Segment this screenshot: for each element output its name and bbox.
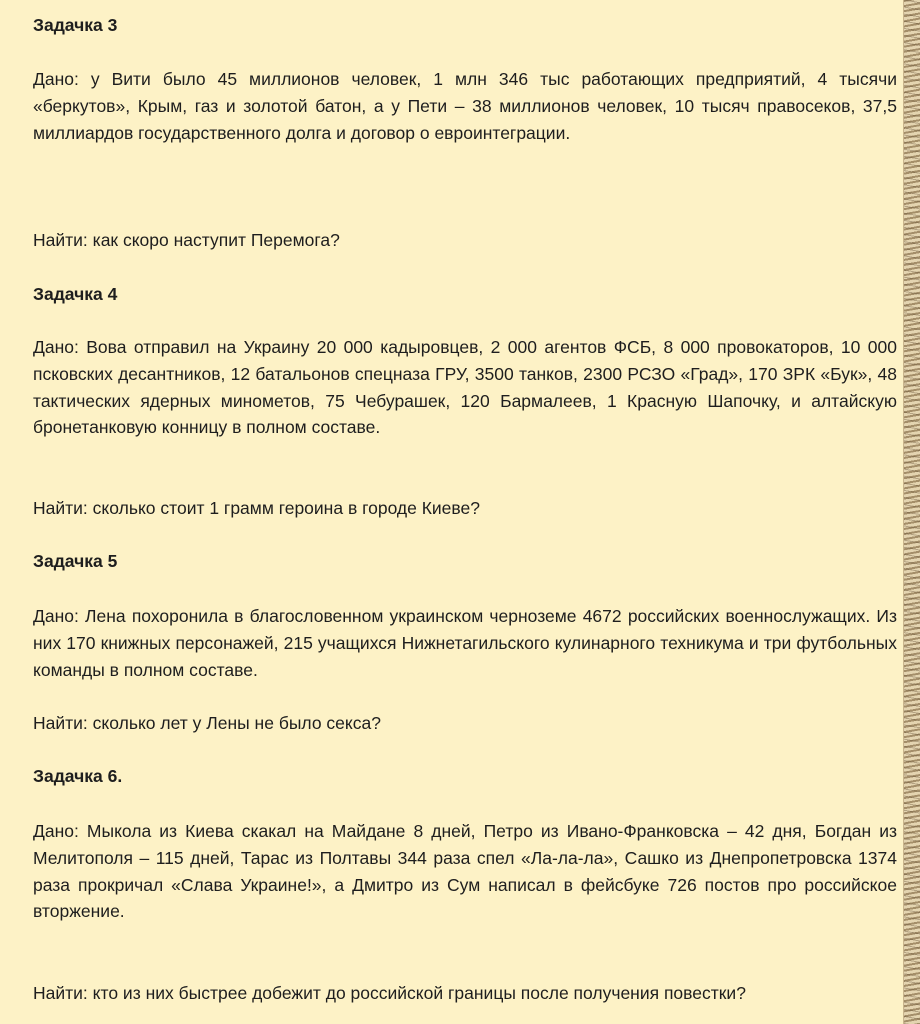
task-4-find: Найти: сколько стоит 1 грамм героина в городе Киеве? <box>33 498 480 518</box>
task-6-find: Найти: кто из них быстрее добежит до российской границы после получения повестки? <box>33 983 746 1003</box>
task-3-find: Найти: как скоро наступит Перемога? <box>33 230 340 250</box>
task-3-given: Дано: у Вити было 45 миллионов человек, 1 млн 346 тыс работающих предприятий, 4 тысячи «беркутов», Крым, газ и золотой батон, а у Пети – 38 миллионов человек, 10 тысяч правосеков, 37,5 миллиардов государственного долга и договор о евроинтеграции. <box>33 69 897 143</box>
task-6-title: Задачка 6. <box>33 766 123 786</box>
task-3-title: Задачка 3 <box>33 15 118 35</box>
task-5-given: Дано: Лена похоронила в благословенном украинском черноземе 4672 российских военнослужащих. Из них 170 книжных персонажей, 215 учащихся Нижнетагильского кулинарного техникума и три футбольных команды в полном составе. <box>33 606 897 680</box>
task-5-title: Задачка 5 <box>33 551 118 571</box>
decorative-border <box>903 0 920 1024</box>
task-4-given: Дано: Вова отправил на Украину 20 000 кадыровцев, 2 000 агентов ФСБ, 8 000 провокаторов, 10 000 псковских десантников, 12 батальонов спецназа ГРУ, 3500 танков, 2300 РСЗО «Град», 170 ЗРК «Бук», 48 тактических ядерных минометов, 75 Чебурашек, 120 Бармалеев, 1 Красную Шапочку, и алтайскую бронетанковую конницу в полном составе. <box>33 337 897 438</box>
task-5-find: Найти: сколько лет у Лены не было секса? <box>33 713 381 733</box>
task-4-title: Задачка 4 <box>33 284 118 304</box>
task-6-given: Дано: Мыкола из Киева скакал на Майдане 8 дней, Петро из Ивано-Франковска – 42 дня, Богдан из Мелитополя – 115 дней, Тарас из Полтавы 344 раза спел «Ла-ла-ла», Сашко из Днепропетровска 1374 раза прокричал «Слава Украине!», а Дмитро из Сум написал в фейсбуке 726 постов про российское вторжение. <box>33 821 897 922</box>
